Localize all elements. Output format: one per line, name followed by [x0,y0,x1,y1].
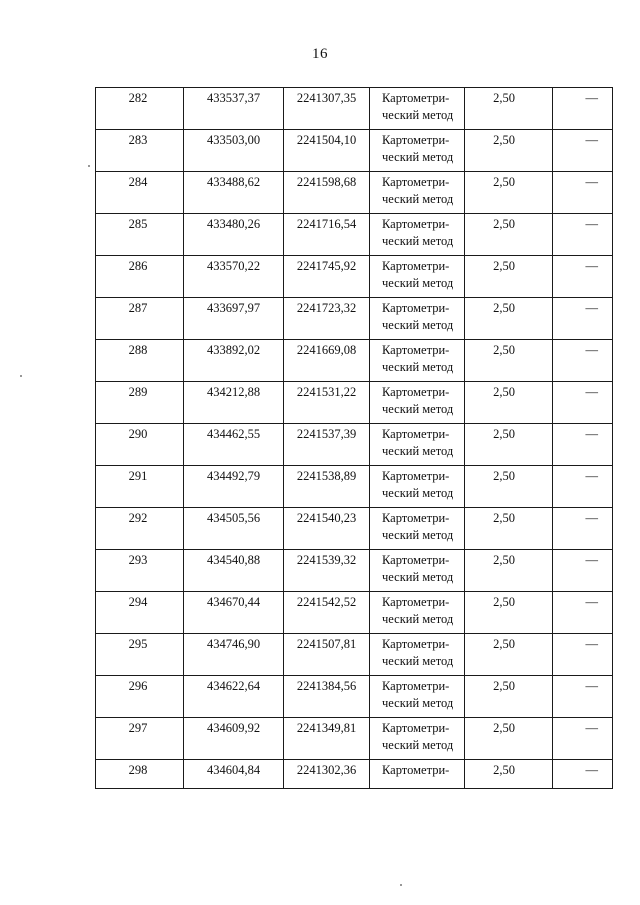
cell-note-text: — [585,469,598,483]
cell-accuracy-text: 2,50 [493,343,515,357]
cell-coordinate-y [284,172,370,214]
cell-method-text: Картометри- ческий метод [382,553,454,584]
table-row [96,466,613,508]
cell-accuracy-text: 2,50 [493,595,515,609]
cell-point-number [96,256,184,298]
cell-coordinate-y [284,340,370,382]
cell-method-text: Картометри- ческий метод [382,595,454,626]
cell-coordinate-x-text: 433503,00 [206,133,261,147]
cell-coordinate-x [184,592,284,634]
coordinates-table [95,87,613,789]
cell-coordinate-x-text: 433697,97 [206,301,261,315]
cell-note-text: — [585,301,598,315]
cell-note-text: — [585,595,598,609]
cell-note [553,214,613,256]
cell-coordinate-y-text: 2241349,81 [296,721,357,735]
table-row [96,214,613,256]
cell-point-number-text: 290 [128,427,148,441]
cell-method [370,508,465,550]
cell-accuracy [465,88,553,130]
cell-method-text: Картометри- ческий метод [382,469,454,500]
cell-method [370,592,465,634]
cell-method [370,88,465,130]
cell-accuracy [465,256,553,298]
cell-accuracy [465,340,553,382]
cell-coordinate-y [284,718,370,760]
cell-note [553,508,613,550]
cell-note [553,634,613,676]
cell-method [370,130,465,172]
table-body [96,88,613,789]
cell-point-number-text: 291 [128,469,148,483]
table-row [96,634,613,676]
cell-coordinate-x [184,382,284,424]
cell-coordinate-y-text: 2241745,92 [296,259,357,273]
cell-coordinate-x-text: 434540,88 [206,553,261,567]
cell-method-text: Картометри- ческий метод [382,91,454,122]
cell-accuracy [465,760,553,789]
cell-coordinate-y [284,592,370,634]
cell-note-text: — [585,175,598,189]
cell-coordinate-x-text: 434609,92 [206,721,261,735]
cell-accuracy-text: 2,50 [493,679,515,693]
cell-coordinate-y [284,382,370,424]
cell-coordinate-y-text: 2241384,56 [296,679,357,693]
cell-accuracy [465,592,553,634]
cell-method-text: Картометри- ческий метод [382,217,454,248]
table-row [96,424,613,466]
cell-point-number [96,382,184,424]
scan-speck [400,884,402,886]
cell-accuracy-text: 2,50 [493,427,515,441]
cell-coordinate-y [284,466,370,508]
cell-accuracy-text: 2,50 [493,217,515,231]
cell-method-text: Картометри- ческий метод [382,133,454,164]
cell-point-number-text: 284 [128,175,148,189]
cell-coordinate-x [184,718,284,760]
cell-point-number-text: 287 [128,301,148,315]
cell-coordinate-x [184,550,284,592]
cell-point-number [96,340,184,382]
cell-point-number-text: 292 [128,511,148,525]
cell-method-text: Картометри- ческий метод [382,175,454,206]
cell-coordinate-x-text: 433892,02 [206,343,261,357]
cell-note [553,760,613,789]
cell-note-text: — [585,91,598,105]
cell-method [370,760,465,789]
cell-accuracy-text: 2,50 [493,385,515,399]
cell-method [370,634,465,676]
cell-coordinate-x-text: 434604,84 [206,763,261,777]
cell-coordinate-x-text: 433480,26 [206,217,261,231]
cell-accuracy [465,172,553,214]
cell-accuracy-text: 2,50 [493,133,515,147]
cell-coordinate-y [284,256,370,298]
cell-method-text: Картометри- ческий метод [382,301,454,332]
cell-method-text: Картометри- ческий метод [382,679,454,710]
cell-point-number-text: 298 [128,763,148,777]
cell-point-number [96,676,184,718]
cell-point-number-text: 296 [128,679,148,693]
cell-point-number [96,172,184,214]
cell-note-text: — [585,721,598,735]
cell-coordinate-x [184,508,284,550]
cell-point-number-text: 285 [128,217,148,231]
cell-coordinate-x-text: 434212,88 [206,385,261,399]
cell-coordinate-y [284,676,370,718]
cell-note-text: — [585,133,598,147]
cell-method-text: Картометри- ческий метод [382,637,454,668]
cell-note-text: — [585,637,598,651]
cell-accuracy-text: 2,50 [493,553,515,567]
cell-method-text: Картометри- ческий метод [382,721,454,752]
cell-note-text: — [585,427,598,441]
cell-accuracy [465,466,553,508]
cell-point-number-text: 282 [128,91,148,105]
table-row [96,130,613,172]
cell-method-text: Картометри- ческий метод [382,427,454,458]
cell-accuracy [465,424,553,466]
cell-coordinate-y [284,508,370,550]
cell-coordinate-x [184,676,284,718]
cell-coordinate-y-text: 2241507,81 [296,637,357,651]
cell-method [370,172,465,214]
cell-coordinate-y-text: 2241542,52 [296,595,357,609]
cell-coordinate-y-text: 2241302,36 [296,763,357,777]
cell-method-text: Картометри- ческий метод [382,343,454,374]
table-row [96,172,613,214]
cell-point-number [96,760,184,789]
cell-coordinate-x [184,298,284,340]
page-number: 16 [312,46,328,62]
cell-method [370,466,465,508]
cell-accuracy-text: 2,50 [493,721,515,735]
cell-coordinate-x [184,130,284,172]
cell-coordinate-x-text: 434746,90 [206,637,261,651]
table-row [96,760,613,789]
cell-coordinate-x-text: 434492,79 [206,469,261,483]
cell-note-text: — [585,511,598,525]
cell-coordinate-x [184,760,284,789]
cell-accuracy [465,550,553,592]
cell-coordinate-y [284,88,370,130]
cell-coordinate-x-text: 434670,44 [206,595,261,609]
cell-point-number [96,88,184,130]
table-row [96,592,613,634]
cell-coordinate-y-text: 2241540,23 [296,511,357,525]
cell-accuracy-text: 2,50 [493,763,515,777]
cell-coordinate-y-text: 2241531,22 [296,385,357,399]
cell-accuracy-text: 2,50 [493,175,515,189]
table-row [96,88,613,130]
cell-coordinate-x-text: 434622,64 [206,679,261,693]
table-row [96,340,613,382]
cell-coordinate-y-text: 2241307,35 [296,91,357,105]
cell-coordinate-x-text: 434462,55 [206,427,261,441]
cell-note [553,130,613,172]
cell-note-text: — [585,217,598,231]
cell-coordinate-x-text: 434505,56 [206,511,261,525]
cell-method-text: Картометри- ческий метод [382,259,454,290]
cell-note-text: — [585,343,598,357]
cell-coordinate-x-text: 433488,62 [206,175,261,189]
cell-point-number-text: 293 [128,553,148,567]
cell-coordinate-y-text: 2241716,54 [296,217,357,231]
cell-note [553,88,613,130]
cell-point-number-text: 295 [128,637,148,651]
cell-note-text: — [585,763,598,777]
cell-method [370,550,465,592]
cell-point-number-text: 289 [128,385,148,399]
cell-note [553,382,613,424]
cell-note-text: — [585,385,598,399]
cell-method [370,256,465,298]
cell-point-number [96,508,184,550]
table-row [96,550,613,592]
cell-note-text: — [585,679,598,693]
cell-coordinate-x [184,466,284,508]
cell-note [553,298,613,340]
cell-coordinate-y-text: 2241598,68 [296,175,357,189]
table-row [96,298,613,340]
cell-point-number-text: 286 [128,259,148,273]
cell-point-number [96,298,184,340]
cell-point-number-text: 283 [128,133,148,147]
cell-point-number-text: 297 [128,721,148,735]
cell-coordinate-y-text: 2241537,39 [296,427,357,441]
cell-accuracy [465,634,553,676]
cell-note [553,466,613,508]
cell-coordinate-y [284,214,370,256]
cell-coordinate-y-text: 2241539,32 [296,553,357,567]
cell-coordinate-y [284,760,370,789]
cell-accuracy-text: 2,50 [493,91,515,105]
cell-note [553,256,613,298]
table-row [96,256,613,298]
cell-coordinate-y [284,130,370,172]
cell-accuracy-text: 2,50 [493,259,515,273]
cell-point-number-text: 288 [128,343,148,357]
cell-method-text: Картометри- [382,763,450,777]
cell-method [370,298,465,340]
cell-note-text: — [585,553,598,567]
cell-note [553,592,613,634]
cell-method [370,424,465,466]
cell-coordinate-x [184,340,284,382]
cell-method [370,382,465,424]
cell-method [370,214,465,256]
cell-point-number [96,592,184,634]
cell-accuracy-text: 2,50 [493,469,515,483]
cell-accuracy [465,676,553,718]
cell-method-text: Картометри- ческий метод [382,385,454,416]
cell-accuracy-text: 2,50 [493,511,515,525]
table-row [96,508,613,550]
cell-coordinate-y-text: 2241669,08 [296,343,357,357]
cell-coordinate-y [284,550,370,592]
cell-point-number-text: 294 [128,595,148,609]
cell-accuracy [465,214,553,256]
table-row [96,382,613,424]
cell-note [553,550,613,592]
cell-accuracy [465,718,553,760]
cell-coordinate-x [184,172,284,214]
cell-coordinate-x [184,256,284,298]
cell-coordinate-x [184,214,284,256]
cell-coordinate-x [184,88,284,130]
cell-accuracy [465,382,553,424]
cell-note [553,172,613,214]
cell-coordinate-y [284,424,370,466]
cell-accuracy [465,130,553,172]
table-row [96,718,613,760]
cell-coordinate-x [184,634,284,676]
table-row [96,676,613,718]
cell-note [553,340,613,382]
cell-method-text: Картометри- ческий метод [382,511,454,542]
cell-note [553,424,613,466]
cell-coordinate-x-text: 433537,37 [206,91,261,105]
cell-method [370,340,465,382]
scan-speck [88,165,90,167]
cell-method [370,676,465,718]
cell-note [553,718,613,760]
cell-coordinate-y [284,634,370,676]
scan-speck [20,375,22,377]
cell-note-text: — [585,259,598,273]
cell-coordinate-y [284,298,370,340]
cell-method [370,718,465,760]
cell-point-number [96,130,184,172]
cell-point-number [96,550,184,592]
cell-accuracy-text: 2,50 [493,637,515,651]
cell-note [553,676,613,718]
cell-coordinate-y-text: 2241504,10 [296,133,357,147]
cell-point-number [96,718,184,760]
cell-point-number [96,214,184,256]
cell-coordinate-y-text: 2241723,32 [296,301,357,315]
cell-coordinate-x-text: 433570,22 [206,259,261,273]
cell-point-number [96,466,184,508]
cell-accuracy-text: 2,50 [493,301,515,315]
cell-point-number [96,424,184,466]
cell-accuracy [465,508,553,550]
cell-point-number [96,634,184,676]
cell-accuracy [465,298,553,340]
cell-coordinate-x [184,424,284,466]
cell-coordinate-y-text: 2241538,89 [296,469,357,483]
